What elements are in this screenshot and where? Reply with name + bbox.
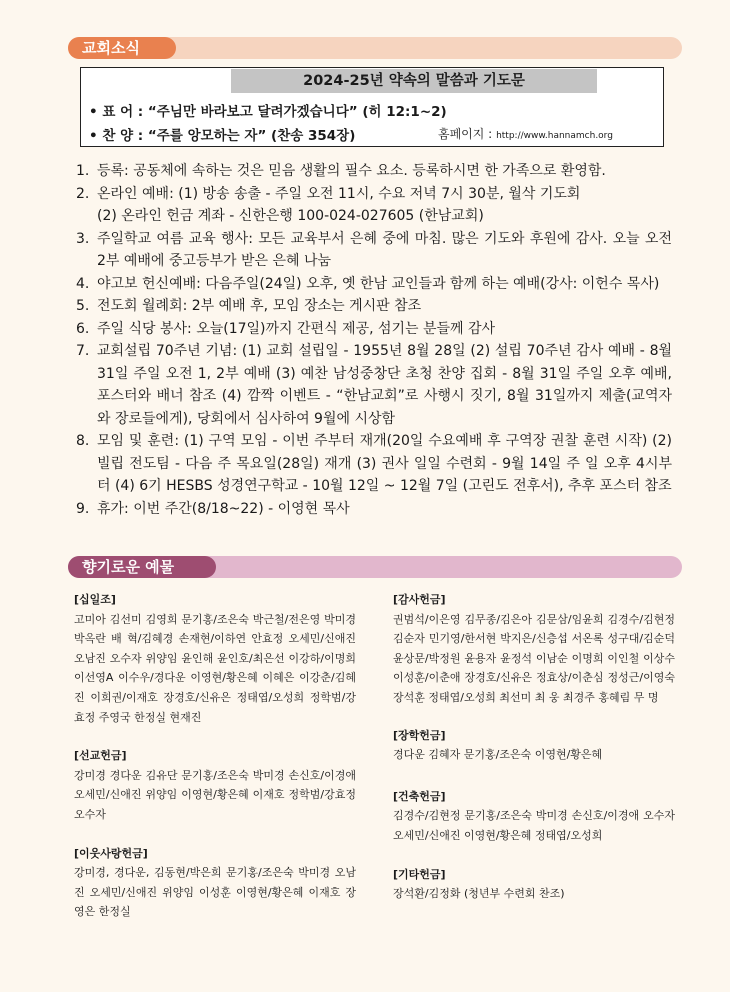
- news-item-number: 1.: [76, 163, 90, 179]
- offering-group-names: 고미아 김선미 김영희 문기홍/조은숙 박근철/전은영 박미경 박옥란 배 혁/김혜경 손재현/이하연 안효정 오세민/신애진 오남진 오수자 위양임 윤인해 윤인호/최은선 이강하/이명희 이선영A 이수우/경다운 이영현/황은혜 이혜은 이강춘/김혜진 이희권/이재호 장경호/신유은 정태엽/오성희 정학범/강효정 주영국 한정실 현재진: [74, 612, 356, 724]
- hymn-line: • 찬 양 : “주를 앙모하는 자” (찬송 354장): [89, 128, 356, 144]
- news-item-number: 4.: [76, 275, 90, 292]
- news-item-text: 야고보 헌신예배: 다음주일(24일) 오후, 옛 한남 교인들과 함께 하는 예배(강사: 이헌수 목사): [97, 275, 660, 292]
- news-item: [76, 228, 672, 273]
- news-item-text: 모임 및 훈련: (1) 구역 모임 - 이번 주부터 재개(20일 수요예배 후 구역장 권찰 훈련 시작) (2) 빌립 전도팀 - 다음 주 목요일(28일) 재개 (3) 권사 일일 수련회 - 9월 14일 주 일 오후 4시부터 (4) 6기 HESBS 성경연구학교 - 10월 12일 ~ 12월 7일 (고린도 전후서), 추후 포스터 참조: [97, 433, 672, 494]
- news-item: [76, 498, 672, 521]
- news-item: [76, 340, 672, 430]
- offering-group-title: [감사헌금]: [393, 593, 446, 606]
- verse-box: [80, 67, 664, 147]
- offering-group: [393, 726, 675, 765]
- news-item-number: 9.: [76, 500, 90, 517]
- offerings-left-column: [74, 590, 356, 922]
- news-item-text: 등록: 공동체에 속하는 것은 믿음 생활의 필수 요소. 등록하시면 한 가족으로 환영함.: [97, 163, 606, 179]
- offerings-right-column: [393, 590, 675, 904]
- news-item-text: 온라인 예배: (1) 방송 송출 - 주일 오전 11시, 수요 저녁 7시 30분, 월삭 기도회: [97, 185, 581, 202]
- offering-group-title: [이웃사랑헌금]: [74, 846, 148, 860]
- news-item-number: 3.: [76, 230, 90, 247]
- news-item-text: (2) 온라인 헌금 계좌 - 신한은행 100-024-027605 (한남교회): [97, 208, 484, 224]
- news-item-number: 8.: [76, 433, 90, 449]
- motto-line: • 표 어 : “주님만 바라보고 달려가겠습니다” (히 12:1~2): [89, 104, 447, 120]
- news-item-text: 주일학교 여름 교육 행사: 모든 교육부서 은혜 중에 마침. 많은 기도와 후원에 감사. 오늘 오전 2부 예배에 중고등부가 받은 은혜 나눔: [97, 230, 672, 269]
- verse-title: 2024-25년 약속의 말씀과 기도문: [231, 69, 597, 93]
- offering-group: [393, 865, 675, 904]
- offering-group-title: [장학헌금]: [393, 728, 446, 742]
- homepage: [438, 125, 613, 142]
- offering-group-title: [건축헌금]: [393, 789, 446, 803]
- section-title-news: 교회소식: [68, 37, 176, 59]
- homepage-url[interactable]: http://www.hannamch.org: [496, 131, 613, 141]
- homepage-label: 홈페이지 :: [438, 127, 493, 141]
- offering-group: [393, 787, 675, 846]
- news-item-text: 휴가: 이번 주간(8/18~22) - 이영현 목사: [97, 500, 350, 517]
- news-item: [76, 295, 672, 318]
- offering-group: [74, 746, 356, 824]
- offering-group: [393, 590, 675, 708]
- news-item-number: 2.: [76, 185, 90, 202]
- offering-group-names: 장석환/김정화 (청년부 수련회 찬조): [393, 887, 565, 901]
- offering-group-names: 경다운 김혜자 문기홍/조은숙 이영현/황은혜: [393, 748, 603, 762]
- news-list: [76, 160, 672, 520]
- offering-group-names: 김경수/김현정 문기홍/조은숙 박미경 손신호/이경애 오수자 오세민/신애진 이영현/황은혜 정태엽/오성희: [393, 809, 675, 842]
- news-item: [76, 160, 672, 183]
- news-item-text: 주일 식당 봉사: 오늘(17일)까지 간편식 제공, 섬기는 분들께 감사: [97, 320, 496, 337]
- news-item: [76, 183, 672, 206]
- news-item-number: 7.: [76, 343, 90, 359]
- offering-group: [74, 844, 356, 922]
- offering-group-title: [십일조]: [74, 593, 116, 606]
- section-title-offerings: 향기로운 예물: [68, 556, 216, 578]
- news-item-number: 6.: [76, 320, 90, 337]
- news-item-number: 5.: [76, 298, 90, 314]
- offering-group-names: 강미경 경다운 김유단 문기홍/조은숙 박미경 손신호/이경애 오세민/신애진 위양임 이영현/황은혜 이재호 정학범/강효정 오수자: [74, 768, 356, 821]
- news-item: [76, 205, 672, 228]
- news-item: [76, 273, 672, 296]
- news-item: [76, 430, 672, 498]
- offering-group-title: [선교헌금]: [74, 749, 127, 763]
- offering-group-names: 권범석/이은영 김무종/김은아 김문삼/임윤희 김경수/김현정 김순자 민기영/한서현 박지은/신층섭 서온록 성구대/김순덕 윤상문/박정원 윤용자 윤정석 이남순 이명희 이인철 이상수 이성훈/이춘애 장경호/신유은 정효상/이춘심 정성근/이영숙 장석훈 정태엽/오성희 최선미 최 웅 최경주 홍혜림 무 명: [393, 612, 675, 704]
- offering-group: [74, 590, 356, 727]
- news-item-text: 전도회 월례회: 2부 예배 후, 모임 장소는 게시판 참조: [97, 298, 422, 314]
- offering-group-title: [기타헌금]: [393, 867, 446, 881]
- news-item-text: 교회설립 70주년 기념: (1) 교회 설립일 - 1955년 8월 28일 (2) 설립 70주년 감사 예배 - 8월 31일 주일 오전 1, 2부 예배 (3) 예찬 남성중창단 초청 찬양 집회 - 8월 31일 주일 오후 예배, 포스터와 배너 참조 (4) 깜짝 이벤트 - “한남교회”로 사행시 짓기, 8월 31일까지 제출(교역자와 장로들에게), 당회에서 심사하여 9월에 시상함: [97, 343, 672, 427]
- offering-group-names: 강미경, 경다운, 김동현/박은희 문기홍/조은숙 박미경 오남진 오세민/신애진 위양임 이성훈 이영현/황은혜 이재호 장영은 한정실: [74, 866, 356, 919]
- news-item: [76, 318, 672, 341]
